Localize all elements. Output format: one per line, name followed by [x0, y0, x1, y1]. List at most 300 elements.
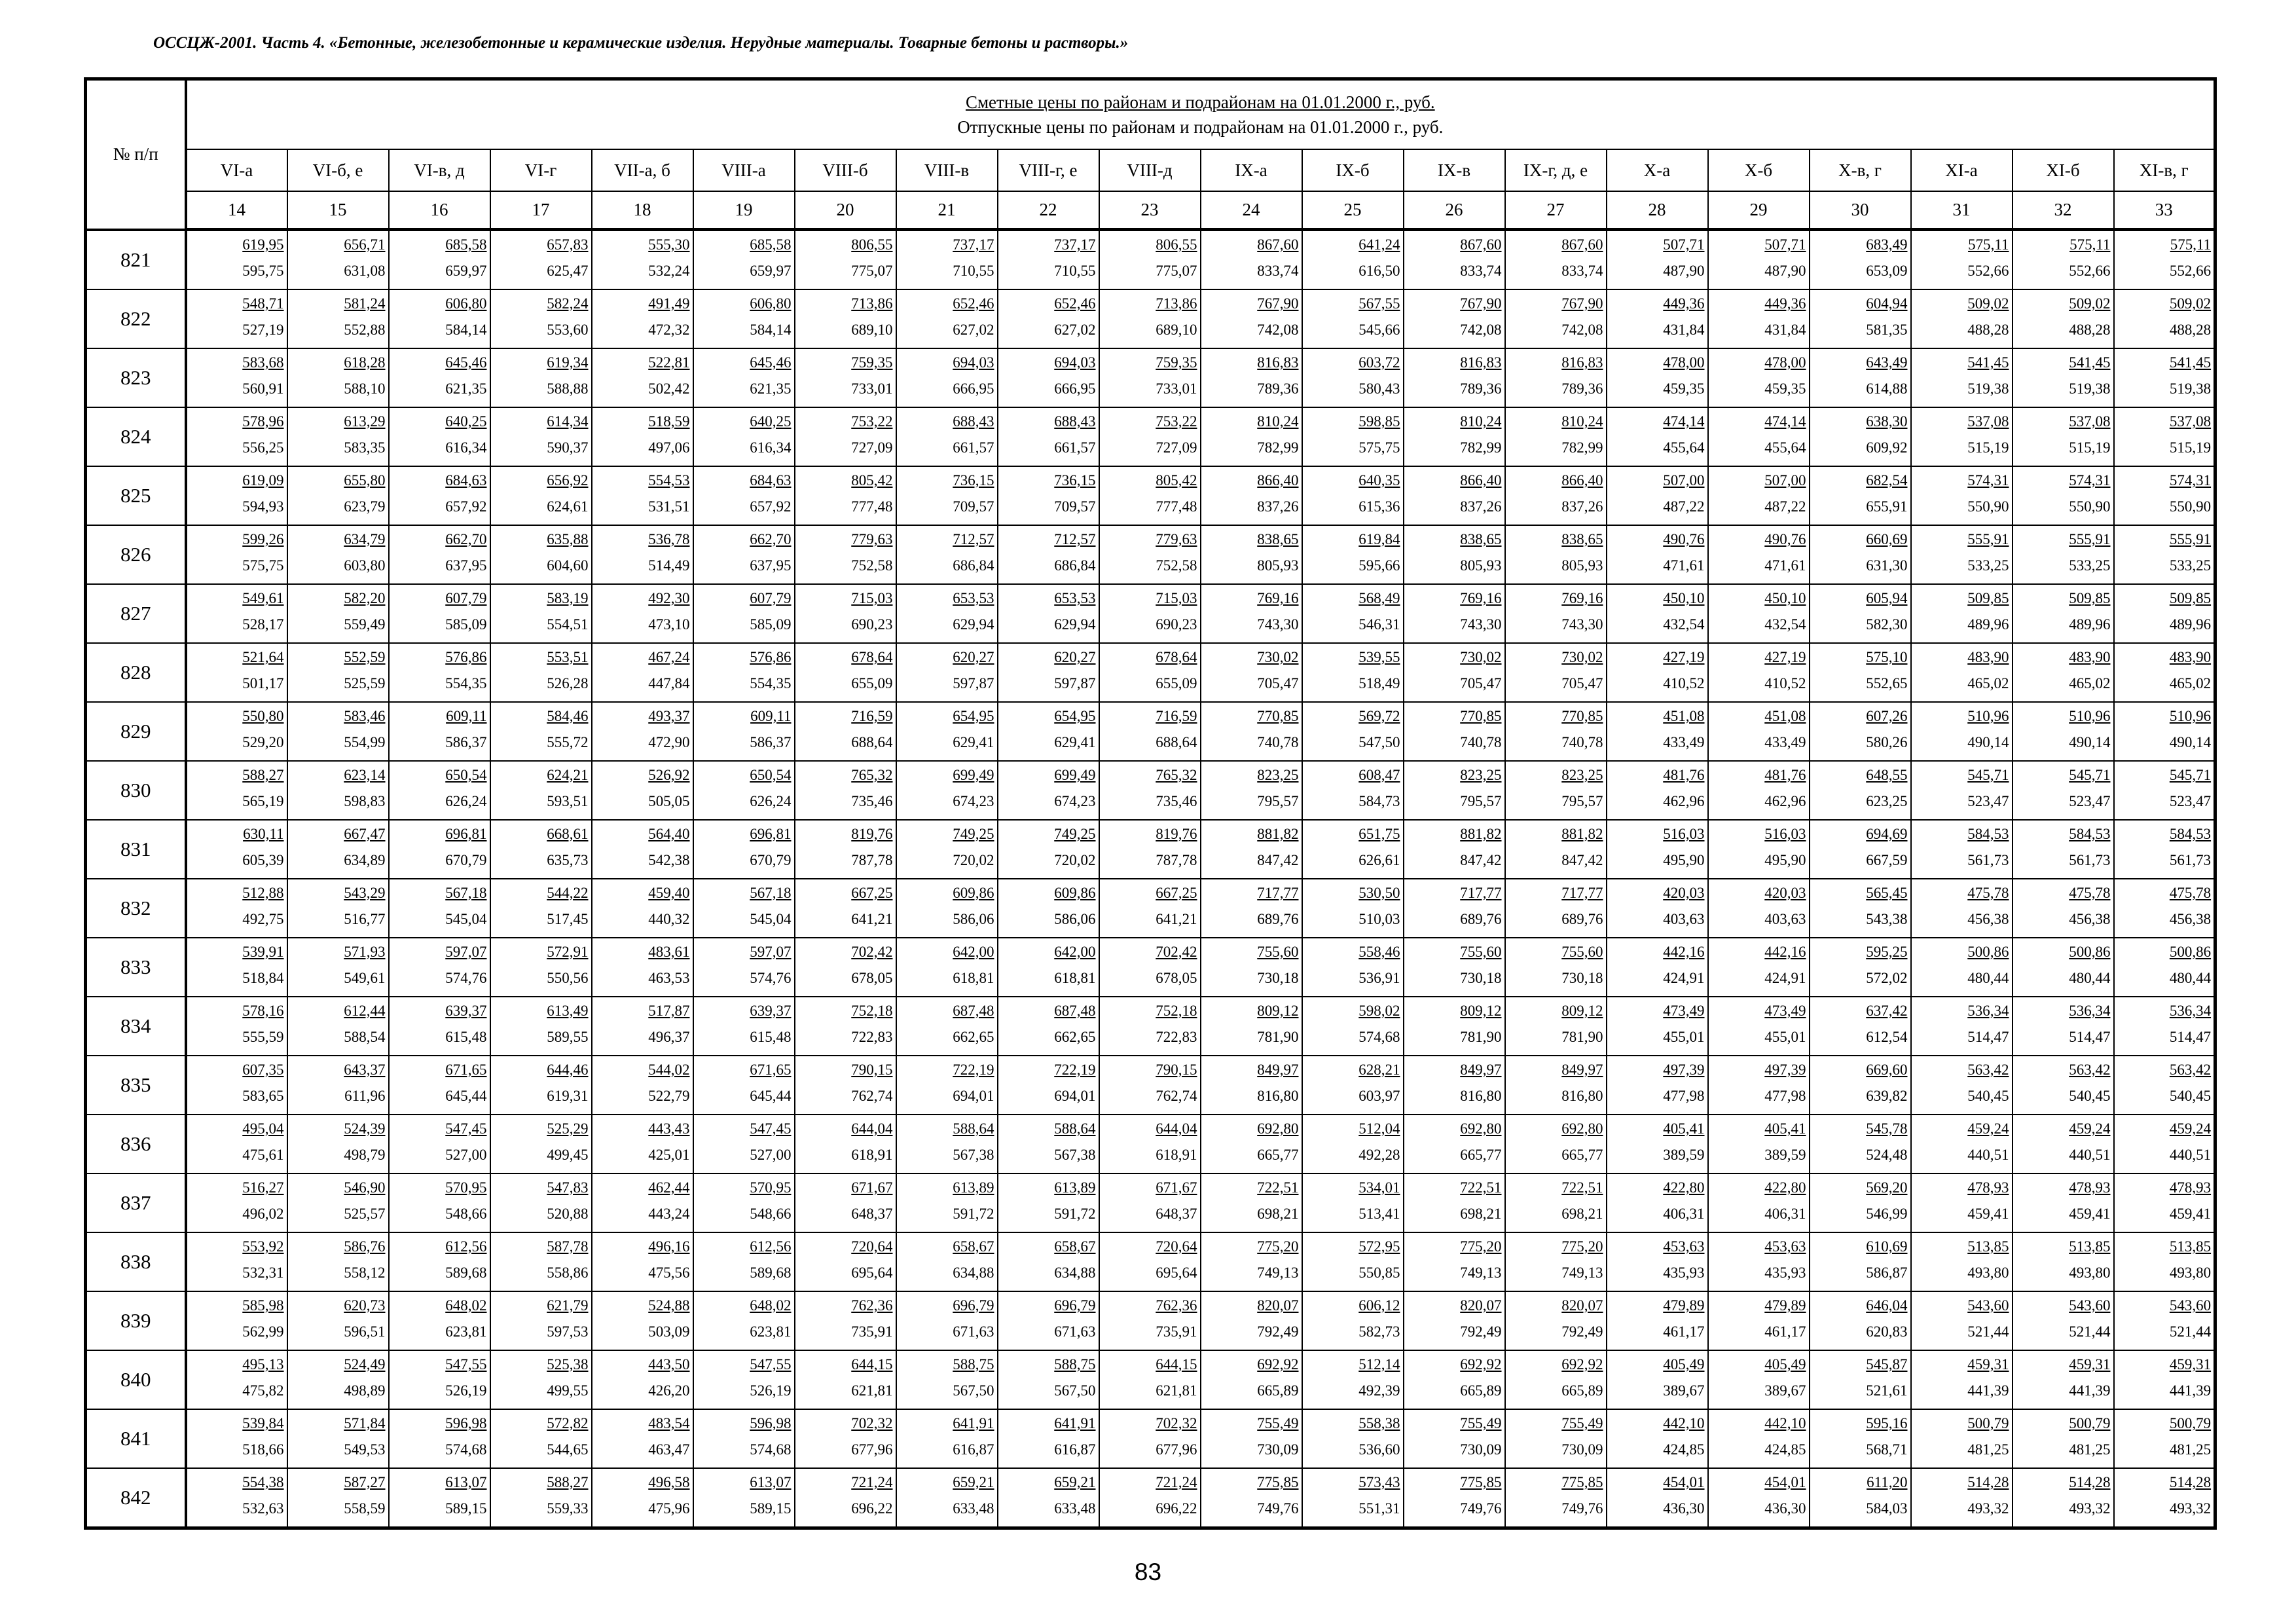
price-cell: [1505, 584, 1607, 643]
price-cell: [389, 1115, 490, 1173]
price-cell: [287, 525, 389, 584]
price-cell: [1810, 289, 1911, 348]
estimate-price: 769,16: [1460, 590, 1502, 606]
estimate-price: 598,02: [1358, 1003, 1400, 1019]
price-cell: [1708, 1350, 1810, 1409]
price-cell: [1099, 466, 1201, 525]
price-cell: [592, 1350, 693, 1409]
factory-price: 459,35: [1663, 380, 1705, 397]
estimate-price: 692,92: [1561, 1356, 1603, 1373]
estimate-price: 558,46: [1358, 944, 1400, 960]
price-cell: [2114, 289, 2215, 348]
estimate-price: 654,95: [1054, 708, 1096, 724]
estimate-price: 635,88: [547, 531, 589, 547]
estimate-price: 881,82: [1561, 826, 1603, 842]
table-row: [86, 938, 2215, 997]
factory-price: 575,75: [1358, 439, 1400, 456]
price-cell: [1099, 702, 1201, 761]
price-cell: [795, 1232, 896, 1291]
estimate-price: 598,85: [1358, 413, 1400, 430]
factory-price: 584,14: [445, 322, 487, 338]
price-cell: [1404, 1291, 1505, 1350]
price-cell: [1505, 1115, 1607, 1173]
factory-price: 743,30: [1460, 616, 1502, 633]
estimate-price: 775,85: [1257, 1474, 1299, 1490]
price-cell: [1099, 1115, 1201, 1173]
estimate-price: 574,31: [1967, 472, 2009, 489]
estimate-price: 587,78: [547, 1238, 589, 1255]
price-cell: [1302, 820, 1404, 879]
price-cell: [389, 1409, 490, 1468]
factory-price: 583,65: [242, 1088, 284, 1104]
estimate-price: 717,77: [1460, 885, 1502, 901]
price-cell: [896, 820, 998, 879]
estimate-price: 685,58: [445, 236, 487, 253]
price-cell: [1911, 584, 2013, 643]
factory-price: 657,92: [750, 498, 792, 515]
estimate-price: 459,24: [2169, 1120, 2212, 1137]
factory-price: 552,66: [1967, 263, 2009, 279]
estimate-price: 459,24: [1967, 1120, 2009, 1137]
price-cell: [287, 230, 389, 290]
column-number: 33: [2114, 191, 2215, 230]
price-cell: [1201, 407, 1302, 466]
estimate-price: 524,49: [344, 1356, 386, 1373]
factory-price: 657,92: [445, 498, 487, 515]
price-cell: [795, 1115, 896, 1173]
factory-price: 591,72: [953, 1206, 994, 1222]
factory-price: 459,41: [2169, 1206, 2212, 1222]
factory-price: 616,87: [953, 1441, 994, 1458]
price-cell: [287, 348, 389, 407]
table-row: [86, 525, 2215, 584]
price-cell: [2114, 1232, 2215, 1291]
factory-price: 471,61: [1764, 557, 1806, 574]
estimate-price: 816,83: [1460, 354, 1502, 371]
price-cell: [1607, 702, 1708, 761]
price-cell: [389, 466, 490, 525]
factory-price: 792,49: [1460, 1323, 1502, 1340]
row-number: 839: [86, 1291, 186, 1350]
estimate-price: 823,25: [1257, 767, 1299, 783]
price-cell: [1911, 230, 2013, 290]
factory-price: 665,77: [1257, 1147, 1299, 1163]
estimate-price: 516,03: [1663, 826, 1705, 842]
region-header: XI-в, г: [2114, 149, 2215, 191]
estimate-price: 684,63: [445, 472, 487, 489]
estimate-price: 688,43: [953, 413, 994, 430]
price-cell: [998, 407, 1099, 466]
estimate-price: 596,98: [445, 1415, 487, 1431]
factory-price: 678,05: [851, 970, 893, 986]
factory-price: 406,31: [1663, 1206, 1705, 1222]
price-cell: [896, 1350, 998, 1409]
estimate-price: 553,92: [242, 1238, 284, 1255]
price-cell: [2114, 1291, 2215, 1350]
factory-price: 462,96: [1764, 793, 1806, 809]
price-cell: [693, 1350, 795, 1409]
estimate-price: 641,91: [953, 1415, 994, 1431]
factory-price: 495,90: [1663, 852, 1705, 868]
factory-price: 589,15: [750, 1500, 792, 1517]
price-cell: [186, 1409, 287, 1468]
factory-price: 574,68: [1358, 1029, 1400, 1045]
price-cell: [2114, 1350, 2215, 1409]
estimate-price: 475,78: [1967, 885, 2009, 901]
factory-price: 433,49: [1663, 734, 1705, 750]
factory-price: 694,01: [1054, 1088, 1096, 1104]
factory-price: 586,06: [1054, 911, 1096, 927]
estimate-price: 481,76: [1663, 767, 1705, 783]
factory-price: 424,85: [1663, 1441, 1705, 1458]
factory-price: 837,26: [1257, 498, 1299, 515]
factory-price: 523,47: [1967, 793, 2009, 809]
price-cell: [1302, 1468, 1404, 1528]
factory-price: 641,21: [1156, 911, 1197, 927]
price-cell: [592, 525, 693, 584]
price-cell: [287, 1350, 389, 1409]
factory-price: 519,38: [2069, 380, 2111, 397]
estimate-price: 567,18: [750, 885, 792, 901]
factory-price: 424,91: [1764, 970, 1806, 986]
estimate-price: 613,07: [445, 1474, 487, 1490]
factory-price: 655,09: [851, 675, 893, 692]
factory-price: 749,76: [1460, 1500, 1502, 1517]
price-cell: [1302, 879, 1404, 938]
factory-price: 689,76: [1257, 911, 1299, 927]
estimate-price: 526,92: [648, 767, 690, 783]
price-cell: [896, 1468, 998, 1528]
estimate-price: 713,86: [851, 295, 893, 312]
factory-price: 558,12: [344, 1264, 386, 1281]
factory-price: 521,61: [1866, 1382, 1908, 1399]
estimate-price: 597,07: [445, 944, 487, 960]
price-cell: [896, 1056, 998, 1115]
estimate-price: 567,18: [445, 885, 487, 901]
factory-price: 558,59: [344, 1500, 386, 1517]
estimate-price: 645,46: [445, 354, 487, 371]
table-row: [86, 820, 2215, 879]
factory-price: 514,47: [1967, 1029, 2009, 1045]
factory-price: 459,41: [2069, 1206, 2111, 1222]
price-cell: [186, 525, 287, 584]
estimate-price: 696,79: [953, 1297, 994, 1314]
factory-price: 568,71: [1866, 1441, 1908, 1458]
estimate-price: 642,00: [953, 944, 994, 960]
price-cell: [186, 1291, 287, 1350]
factory-price: 762,74: [851, 1088, 893, 1104]
estimate-price: 569,20: [1866, 1179, 1908, 1196]
price-cell: [1404, 289, 1505, 348]
price-cell: [1708, 1232, 1810, 1291]
estimate-price: 644,46: [547, 1061, 589, 1078]
estimate-price: 492,30: [648, 590, 690, 606]
estimate-price: 687,48: [953, 1003, 994, 1019]
factory-price: 522,79: [648, 1088, 690, 1104]
price-cell: [592, 820, 693, 879]
factory-price: 631,08: [344, 263, 386, 279]
factory-price: 475,56: [648, 1264, 690, 1281]
estimate-price: 537,08: [1967, 413, 2009, 430]
factory-price: 633,48: [1054, 1500, 1096, 1517]
factory-price: 616,87: [1054, 1441, 1096, 1458]
estimate-price: 422,80: [1764, 1179, 1806, 1196]
factory-price: 629,94: [1054, 616, 1096, 633]
estimate-price: 483,54: [648, 1415, 690, 1431]
estimate-price: 612,56: [445, 1238, 487, 1255]
estimate-price: 722,51: [1460, 1179, 1502, 1196]
estimate-price: 514,28: [2169, 1474, 2212, 1490]
price-cell: [998, 1468, 1099, 1528]
price-cell: [1708, 820, 1810, 879]
estimate-price: 547,55: [750, 1356, 792, 1373]
factory-price: 548,66: [445, 1206, 487, 1222]
price-cell: [1302, 1115, 1404, 1173]
factory-price: 588,54: [344, 1029, 386, 1045]
estimate-price: 816,83: [1561, 354, 1603, 371]
factory-price: 742,08: [1257, 322, 1299, 338]
estimate-price: 775,85: [1460, 1474, 1502, 1490]
factory-price: 589,55: [547, 1029, 589, 1045]
factory-price: 490,14: [1967, 734, 2009, 750]
estimate-price: 578,16: [242, 1003, 284, 1019]
price-cell: [592, 407, 693, 466]
estimate-price: 623,14: [344, 767, 386, 783]
factory-price: 552,88: [344, 322, 386, 338]
factory-price: 705,47: [1460, 675, 1502, 692]
factory-price: 621,35: [445, 380, 487, 397]
estimate-price: 634,79: [344, 531, 386, 547]
price-cell: [1302, 1291, 1404, 1350]
price-cell: [2013, 348, 2114, 407]
factory-price: 502,42: [648, 380, 690, 397]
row-number: 823: [86, 348, 186, 407]
estimate-price: 716,59: [851, 708, 893, 724]
estimate-price: 537,08: [2069, 413, 2111, 430]
estimate-price: 619,09: [242, 472, 284, 489]
factory-price: 795,57: [1460, 793, 1502, 809]
price-cell: [795, 584, 896, 643]
factory-price: 556,25: [242, 439, 284, 456]
factory-price: 540,45: [1967, 1088, 2009, 1104]
region-header: VIII-в: [896, 149, 998, 191]
price-cell: [1911, 1350, 2013, 1409]
price-cell: [795, 1291, 896, 1350]
estimate-price: 767,90: [1460, 295, 1502, 312]
price-cell: [389, 1232, 490, 1291]
factory-price: 749,76: [1257, 1500, 1299, 1517]
factory-price: 629,41: [1054, 734, 1096, 750]
row-number: 828: [86, 643, 186, 702]
estimate-price: 497,39: [1663, 1061, 1705, 1078]
estimate-price: 614,34: [547, 413, 589, 430]
estimate-price: 658,67: [953, 1238, 994, 1255]
factory-price: 436,30: [1663, 1500, 1705, 1517]
estimate-price: 638,30: [1866, 413, 1908, 430]
price-cell: [1810, 997, 1911, 1056]
factory-price: 609,92: [1866, 439, 1908, 456]
row-number: 838: [86, 1232, 186, 1291]
factory-price: 406,31: [1764, 1206, 1806, 1222]
factory-price: 515,19: [1967, 439, 2009, 456]
price-cell: [287, 702, 389, 761]
price-cell: [1201, 1350, 1302, 1409]
price-cell: [2114, 348, 2215, 407]
price-cell: [1810, 1173, 1911, 1232]
estimate-price: 820,07: [1561, 1297, 1603, 1314]
factory-price: 523,47: [2069, 793, 2111, 809]
estimate-price: 765,32: [1156, 767, 1197, 783]
price-cell: [693, 407, 795, 466]
price-cell: [287, 643, 389, 702]
estimate-price: 612,56: [750, 1238, 792, 1255]
estimate-price: 574,31: [2069, 472, 2111, 489]
price-cell: [490, 1409, 592, 1468]
factory-price: 461,17: [1764, 1323, 1806, 1340]
price-cell: [1201, 1291, 1302, 1350]
factory-price: 499,45: [547, 1147, 589, 1163]
estimate-price: 572,91: [547, 944, 589, 960]
region-header: VIII-а: [693, 149, 795, 191]
price-cell: [2013, 1350, 2114, 1409]
price-cell: [1505, 348, 1607, 407]
estimate-price: 500,86: [2069, 944, 2111, 960]
factory-price: 528,17: [242, 616, 284, 633]
factory-price: 559,33: [547, 1500, 589, 1517]
estimate-price: 453,63: [1663, 1238, 1705, 1255]
estimate-price: 611,20: [1867, 1474, 1908, 1490]
estimate-price: 478,93: [1967, 1179, 2009, 1196]
price-cell: [389, 1350, 490, 1409]
estimate-price: 507,00: [1663, 472, 1705, 489]
estimate-price: 522,81: [648, 354, 690, 371]
factory-price: 459,35: [1764, 380, 1806, 397]
price-cell: [1099, 348, 1201, 407]
factory-price: 583,35: [344, 439, 386, 456]
price-cell: [1708, 407, 1810, 466]
price-cell: [896, 938, 998, 997]
estimate-price: 612,44: [344, 1003, 386, 1019]
factory-price: 618,81: [1054, 970, 1096, 986]
factory-price: 527,19: [242, 322, 284, 338]
price-cell: [1708, 466, 1810, 525]
estimate-price: 567,55: [1358, 295, 1400, 312]
price-cell: [2114, 1115, 2215, 1173]
estimate-price: 544,22: [547, 885, 589, 901]
price-cell: [1810, 1115, 1911, 1173]
price-cell: [1302, 348, 1404, 407]
factory-price: 492,28: [1358, 1147, 1400, 1163]
price-cell: [1911, 997, 2013, 1056]
row-number: 824: [86, 407, 186, 466]
estimate-price: 483,90: [2169, 649, 2212, 665]
factory-price: 549,61: [344, 970, 386, 986]
price-cell: [1099, 820, 1201, 879]
factory-price: 616,34: [750, 439, 792, 456]
region-header-row: [86, 149, 2215, 191]
estimate-price: 736,15: [953, 472, 994, 489]
price-cell: [186, 348, 287, 407]
region-header: X-а: [1607, 149, 1708, 191]
price-cell: [490, 466, 592, 525]
estimate-price: 525,38: [547, 1356, 589, 1373]
price-cell: [896, 230, 998, 290]
factory-price: 456,38: [2069, 911, 2111, 927]
estimate-price: 500,86: [2169, 944, 2212, 960]
price-cell: [2013, 1115, 2114, 1173]
estimate-price: 650,54: [445, 767, 487, 783]
factory-price: 514,47: [2169, 1029, 2212, 1045]
factory-price: 782,99: [1561, 439, 1603, 456]
estimate-price: 544,02: [648, 1061, 690, 1078]
table-row: [86, 1291, 2215, 1350]
factory-price: 688,64: [1156, 734, 1197, 750]
price-cell: [1911, 761, 2013, 820]
factory-price: 551,31: [1358, 1500, 1400, 1517]
estimate-price: 770,85: [1460, 708, 1502, 724]
factory-price: 695,64: [851, 1264, 893, 1281]
estimate-price: 609,11: [446, 708, 487, 724]
factory-price: 626,61: [1358, 852, 1400, 868]
region-header: VIII-д: [1099, 149, 1201, 191]
factory-price: 789,36: [1460, 380, 1502, 397]
price-cell: [490, 1350, 592, 1409]
estimate-price: 692,92: [1257, 1356, 1299, 1373]
price-cell: [1911, 1173, 2013, 1232]
estimate-price: 662,70: [750, 531, 792, 547]
estimate-price: 582,24: [547, 295, 589, 312]
price-cell: [287, 761, 389, 820]
price-cell: [1708, 348, 1810, 407]
price-cell: [1505, 820, 1607, 879]
price-cell: [1201, 348, 1302, 407]
price-cell: [592, 702, 693, 761]
estimate-price: 497,39: [1764, 1061, 1806, 1078]
factory-price: 615,36: [1358, 498, 1400, 515]
estimate-price: 496,16: [648, 1238, 690, 1255]
column-number: 29: [1708, 191, 1810, 230]
estimate-price: 620,27: [1054, 649, 1096, 665]
price-cell: [490, 702, 592, 761]
row-number: 821: [86, 230, 186, 290]
factory-price: 847,42: [1561, 852, 1603, 868]
estimate-price: 762,36: [851, 1297, 893, 1314]
price-cell: [693, 525, 795, 584]
estimate-price: 694,69: [1866, 826, 1908, 842]
estimate-price: 516,27: [242, 1179, 284, 1196]
factory-price: 510,03: [1358, 911, 1400, 927]
price-cell: [1302, 1350, 1404, 1409]
price-cell: [1302, 761, 1404, 820]
price-cell: [1810, 466, 1911, 525]
factory-price: 624,61: [547, 498, 589, 515]
price-cell: [1810, 879, 1911, 938]
factory-price: 634,89: [344, 852, 386, 868]
factory-price: 626,24: [445, 793, 487, 809]
price-cell: [896, 289, 998, 348]
factory-price: 516,77: [344, 911, 386, 927]
factory-price: 455,64: [1764, 439, 1806, 456]
price-cell: [1911, 348, 2013, 407]
price-cell: [998, 525, 1099, 584]
column-number: 32: [2013, 191, 2114, 230]
price-cell: [896, 584, 998, 643]
factory-price: 481,25: [1967, 1441, 2009, 1458]
factory-price: 432,54: [1764, 616, 1806, 633]
column-number: 30: [1810, 191, 1911, 230]
price-cell: [186, 643, 287, 702]
factory-price: 698,21: [1257, 1206, 1299, 1222]
